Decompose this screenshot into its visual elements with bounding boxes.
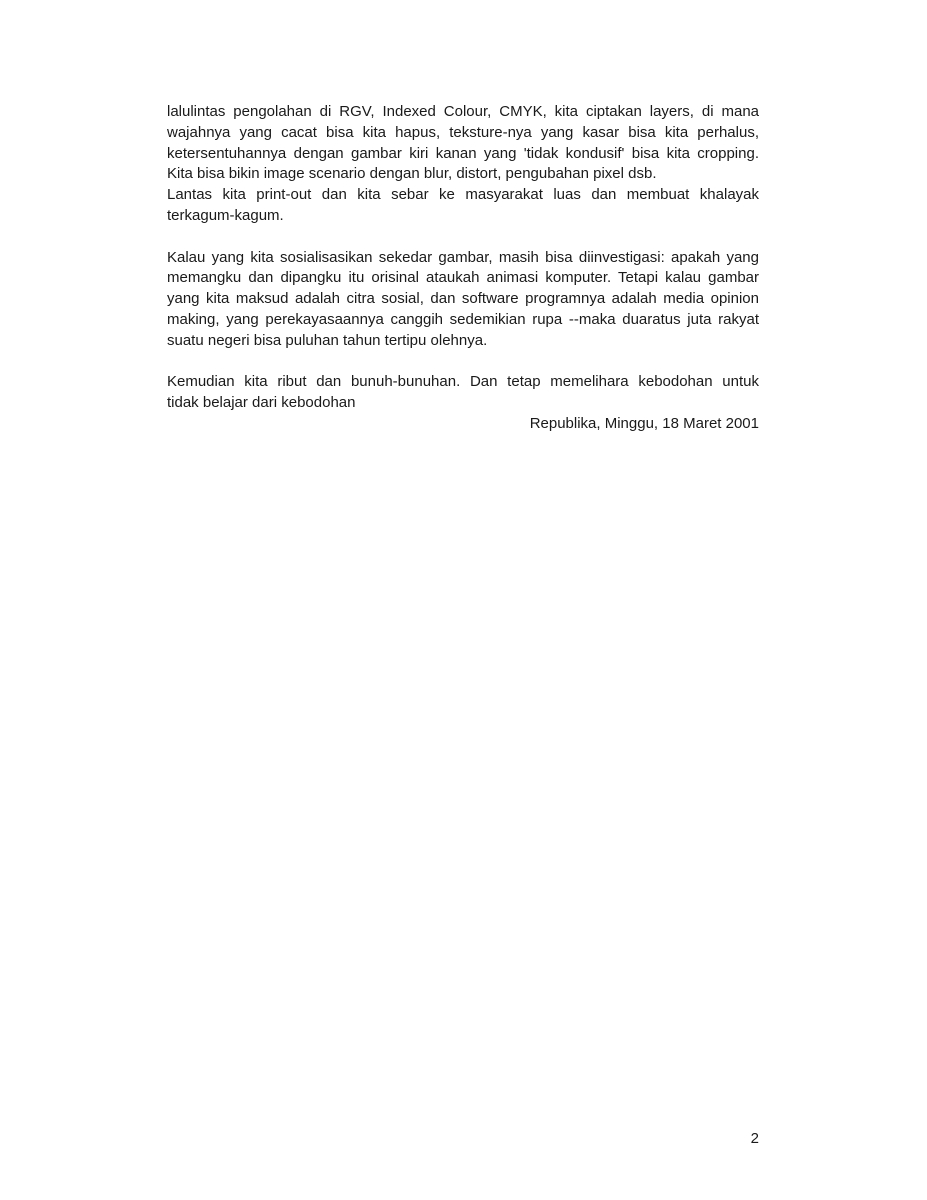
text-line: memangku dan dipangku itu orisinal ataukah animasi komputer. Tetapi kalau gambar [167, 269, 759, 287]
text-line: Kemudian kita ribut dan bunuh-bunuhan. Dan tetap memelihara kebodohan untuk [167, 373, 759, 391]
text-line: ketersentuhannya dengan gambar kiri kanan yang 'tidak kondusif' bisa kita cropping. [167, 144, 759, 162]
text-line: suatu negeri bisa puluhan tahun tertipu olehnya. [167, 331, 488, 349]
source-citation: Republika, Minggu, 18 Maret 2001 [529, 414, 759, 432]
paragraph-4 [167, 372, 759, 414]
paragraph-1 [167, 102, 759, 185]
text-line: Kalau yang kita sosialisasikan sekedar gambar, masih bisa diinvestigasi: apakah yang [167, 248, 759, 266]
paragraph-2 [167, 185, 759, 227]
text-line: making, yang perekayasaannya canggih sedemikian rupa --maka duaratus juta rakyat [167, 310, 759, 328]
text-line: yang kita maksud adalah citra sosial, dan software programnya adalah media opinion [167, 290, 759, 308]
text-line: Lantas kita print-out dan kita sebar ke masyarakat luas dan membuat khalayak [167, 186, 759, 204]
text-line: wajahnya yang cacat bisa kita hapus, teksture-nya yang kasar bisa kita perhalus, [167, 123, 759, 141]
paragraph-3 [167, 248, 759, 352]
text-line: terkagum-kagum. [167, 206, 284, 224]
text-line: tidak belajar dari kebodohan [167, 394, 356, 412]
text-line: Kita bisa bikin image scenario dengan blur, distort, pengubahan pixel dsb. [167, 165, 657, 183]
page-number: 2 [750, 1130, 759, 1147]
text-line: lalulintas pengolahan di RGV, Indexed Colour, CMYK, kita ciptakan layers, di mana [167, 103, 759, 120]
article-body [167, 102, 759, 435]
